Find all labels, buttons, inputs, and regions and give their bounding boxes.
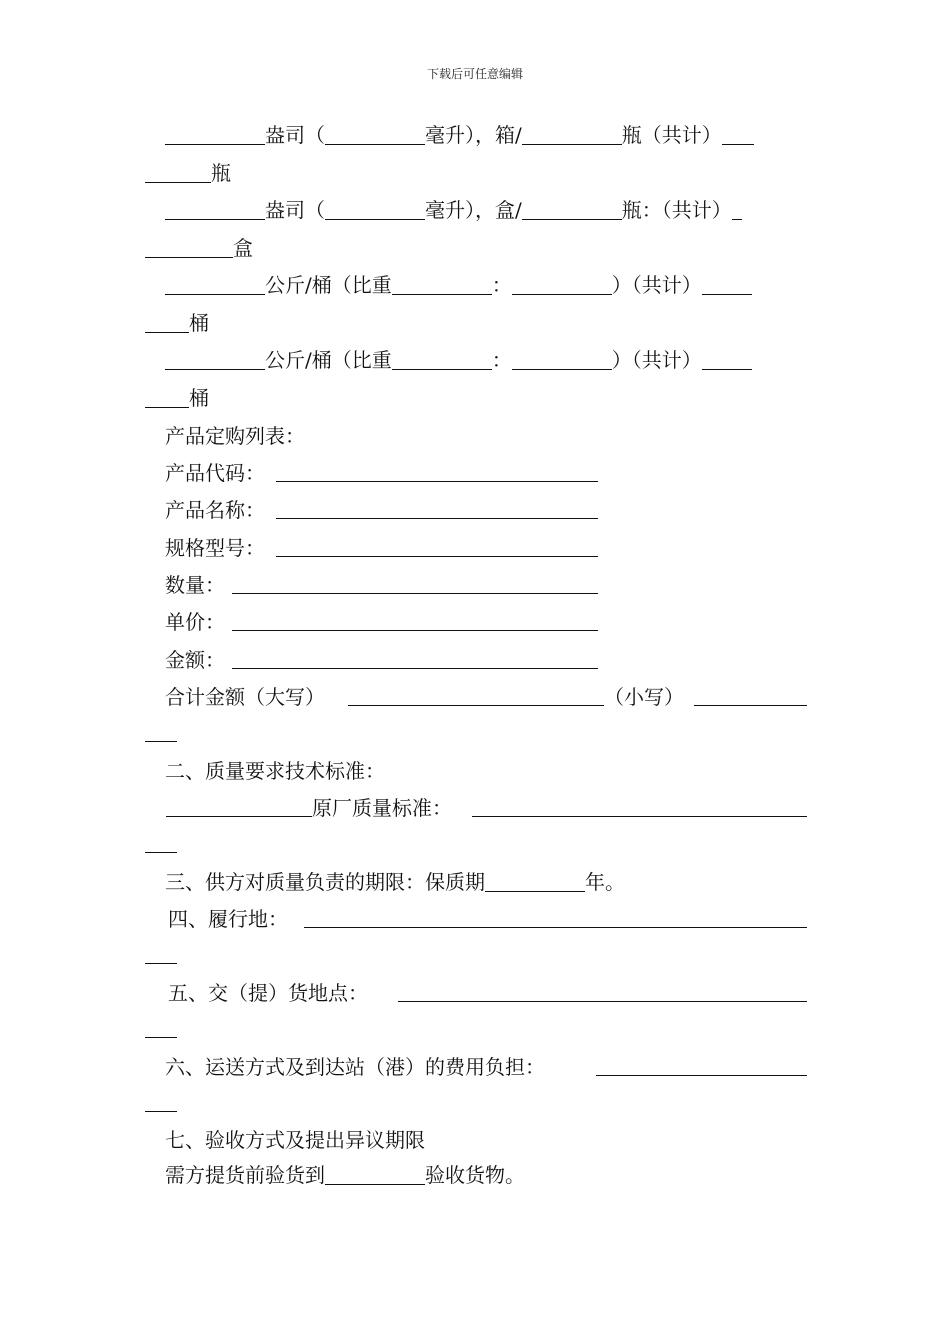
amount-label: 金额： (165, 648, 225, 672)
blank-field[interactable] (325, 124, 425, 145)
spec-row (145, 535, 827, 561)
text: 瓶 (211, 161, 231, 185)
text: 瓶：（共计） (621, 198, 732, 222)
blank-field[interactable] (702, 274, 752, 295)
text: 毫升），箱/ (425, 123, 522, 147)
text: 桶 (189, 386, 209, 410)
unit-price-row (145, 609, 827, 635)
inspection-place-field[interactable] (325, 1164, 425, 1185)
section-2-heading: 二、质量要求技术标准： (165, 759, 385, 783)
unit-price-label: 单价： (165, 610, 225, 634)
section-7-heading: 七、验收方式及提出异议期限 (165, 1128, 425, 1152)
blank-field[interactable] (145, 312, 189, 333)
section-6-line (145, 1054, 827, 1080)
quantity-row (145, 572, 827, 598)
text: 公斤/桶（比重 (265, 273, 392, 297)
text: 毫升），盒/ (425, 198, 522, 222)
quantity-label: 数量： (165, 573, 225, 597)
section-4-line (168, 906, 318, 932)
blank-field[interactable] (522, 124, 622, 145)
packaging-line-4-cont (145, 385, 807, 411)
factory-standard-label: 原厂质量标准： (312, 796, 452, 820)
standard-blank-field[interactable] (166, 816, 312, 817)
delivery-place-label: 五、交（提）货地点： (168, 981, 368, 1005)
packaging-line-3 (145, 272, 827, 298)
total-upper-label: 合计金额（大写） (165, 685, 325, 709)
performance-place-field-cont[interactable] (145, 963, 177, 964)
blank-field[interactable] (512, 349, 612, 370)
section-2-line (312, 795, 482, 821)
section-7-line (145, 1162, 827, 1188)
warranty-label: 三、供方对质量负责的期限：保质期 (165, 870, 485, 894)
total-upper-field[interactable] (348, 705, 604, 706)
text: 公斤/桶（比重 (265, 348, 392, 372)
blank-field[interactable] (522, 199, 622, 220)
performance-place-label: 四、履行地： (168, 907, 288, 931)
text: ： (491, 348, 512, 372)
factory-standard-field[interactable] (472, 816, 807, 817)
total-lower-label: （小写） (604, 685, 684, 709)
warranty-unit: 年。 (585, 870, 625, 894)
blank-field[interactable] (512, 274, 612, 295)
blank-field[interactable] (165, 274, 265, 295)
total-lower-field[interactable] (694, 705, 807, 706)
factory-standard-field-cont[interactable] (145, 852, 177, 853)
spec-label: 规格型号： (165, 536, 265, 560)
blank-field[interactable] (325, 199, 425, 220)
blank-field[interactable] (165, 199, 265, 220)
warranty-years-field[interactable] (485, 871, 585, 892)
product-code-row (145, 460, 827, 486)
blank-field[interactable] (165, 124, 265, 145)
transport-field-cont[interactable] (145, 1111, 177, 1112)
quantity-field[interactable] (232, 593, 598, 594)
blank-field[interactable] (702, 349, 752, 370)
inspection-label: 需方提货前验货到 (165, 1163, 325, 1187)
packaging-line-1 (145, 122, 827, 148)
transport-label: 六、运送方式及到达站（港）的费用负担： (165, 1055, 545, 1079)
blank-field[interactable] (392, 349, 492, 370)
text: ）（共计） (611, 348, 702, 372)
text: 瓶（共计） (621, 123, 722, 147)
packaging-line-2-cont (145, 235, 807, 261)
delivery-place-field[interactable] (398, 1001, 807, 1002)
product-name-field[interactable] (276, 518, 598, 519)
section-3-line (145, 869, 827, 895)
text: 盎司（ (265, 198, 325, 222)
blank-field[interactable] (392, 274, 492, 295)
product-code-field[interactable] (276, 481, 598, 482)
product-name-label: 产品名称： (165, 498, 265, 522)
blank-field[interactable] (145, 237, 233, 258)
product-name-row (145, 497, 827, 523)
inspection-suffix: 验收货物。 (425, 1163, 525, 1187)
blank-field[interactable] (145, 387, 189, 408)
product-list-title: 产品定购列表： (165, 424, 305, 448)
blank-field[interactable] (732, 199, 742, 220)
text: ： (491, 273, 512, 297)
delivery-place-field-cont[interactable] (145, 1037, 177, 1038)
blank-field[interactable] (165, 349, 265, 370)
text: 盒 (233, 236, 253, 260)
spec-field[interactable] (276, 556, 598, 557)
amount-row (145, 647, 827, 673)
total-lower-field-cont[interactable] (145, 741, 177, 742)
performance-place-field[interactable] (304, 927, 807, 928)
amount-field[interactable] (232, 668, 598, 669)
packaging-line-1-cont (145, 160, 807, 186)
text: 桶 (189, 311, 209, 335)
unit-price-field[interactable] (232, 630, 598, 631)
packaging-line-2 (145, 197, 827, 223)
total-amount-row (145, 684, 827, 710)
blank-field[interactable] (722, 124, 754, 145)
blank-field[interactable] (145, 162, 211, 183)
total-lower-row (604, 684, 704, 710)
text: 盎司（ (265, 123, 325, 147)
section-5-line (168, 980, 408, 1006)
page-header: 下载后可任意编辑 (426, 67, 523, 81)
transport-field[interactable] (596, 1075, 807, 1076)
product-code-label: 产品代码： (165, 461, 265, 485)
packaging-line-4 (145, 347, 827, 373)
packaging-line-3-cont (145, 310, 807, 336)
text: ）（共计） (611, 273, 702, 297)
